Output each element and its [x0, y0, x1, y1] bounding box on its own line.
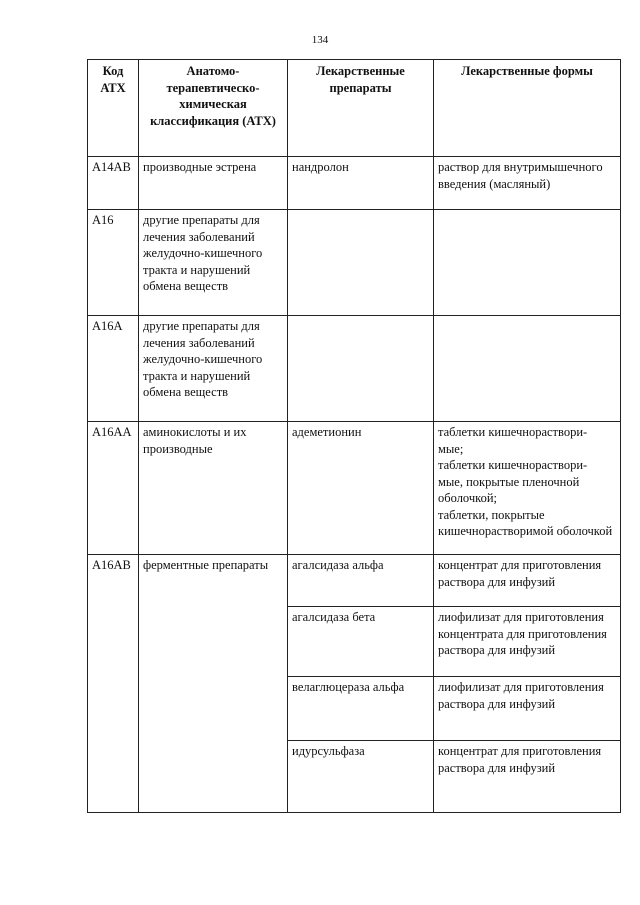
drug-cell: нандролон [288, 157, 434, 210]
form-cell: концентрат для приготовления раствора для инфузий [434, 741, 621, 813]
atc-code: А16АВ [88, 555, 139, 813]
classification-cell: производные эстрена [139, 157, 288, 210]
form-cell [434, 210, 621, 316]
page-number: 134 [311, 34, 329, 46]
form-cell: концентрат для приготовления раствора для инфузий [434, 555, 621, 607]
drug-cell: велаглюцераза альфа [288, 677, 434, 741]
form-cell: лиофилизат для приготовления раствора для инфузий [434, 677, 621, 741]
table-row [88, 422, 621, 555]
table-row [88, 555, 621, 607]
drug-cell: агалсидаза альфа [288, 555, 434, 607]
classification-cell: другие препараты для лечения заболеваний желудочно-кишечного тракта и нарушений обмена веществ [139, 316, 288, 422]
header-drugs: Лекарственные препараты [288, 60, 434, 157]
classification-cell: ферментные препараты [139, 555, 288, 813]
form-cell [434, 316, 621, 422]
drug-cell [288, 316, 434, 422]
header-code: Код АТХ [88, 60, 139, 157]
classification-cell: другие препараты для лечения заболеваний желудочно-кишечного тракта и нарушений обмена веществ [139, 210, 288, 316]
table-header-row [88, 60, 621, 157]
form-cell: раствор для внутримышечного введения (масляный) [434, 157, 621, 210]
atc-code: А16А [88, 316, 139, 422]
drug-cell: идурсульфаза [288, 741, 434, 813]
header-forms: Лекарственные формы [434, 60, 621, 157]
atc-code: А14АВ [88, 157, 139, 210]
drug-cell [288, 210, 434, 316]
drug-cell: адеметионин [288, 422, 434, 555]
drug-cell: агалсидаза бета [288, 607, 434, 677]
atc-drug-table [87, 59, 621, 813]
form-cell: таблетки кишечнораствори- мые; таблетки кишечнораствори- мые, покрытые пленочной оболочкой; таблетки, покрытые кишечнорастворимой оболочкой [434, 422, 621, 555]
classification-cell: аминокислоты и их производные [139, 422, 288, 555]
table-row [88, 210, 621, 316]
atc-code: А16 [88, 210, 139, 316]
table-row [88, 316, 621, 422]
table-row [88, 157, 621, 210]
header-classification: Анатомо-терапевтическо-химическая классификация (АТХ) [139, 60, 288, 157]
atc-code: А16АА [88, 422, 139, 555]
form-cell: лиофилизат для приготовления концентрата для приготовления раствора для инфузий [434, 607, 621, 677]
